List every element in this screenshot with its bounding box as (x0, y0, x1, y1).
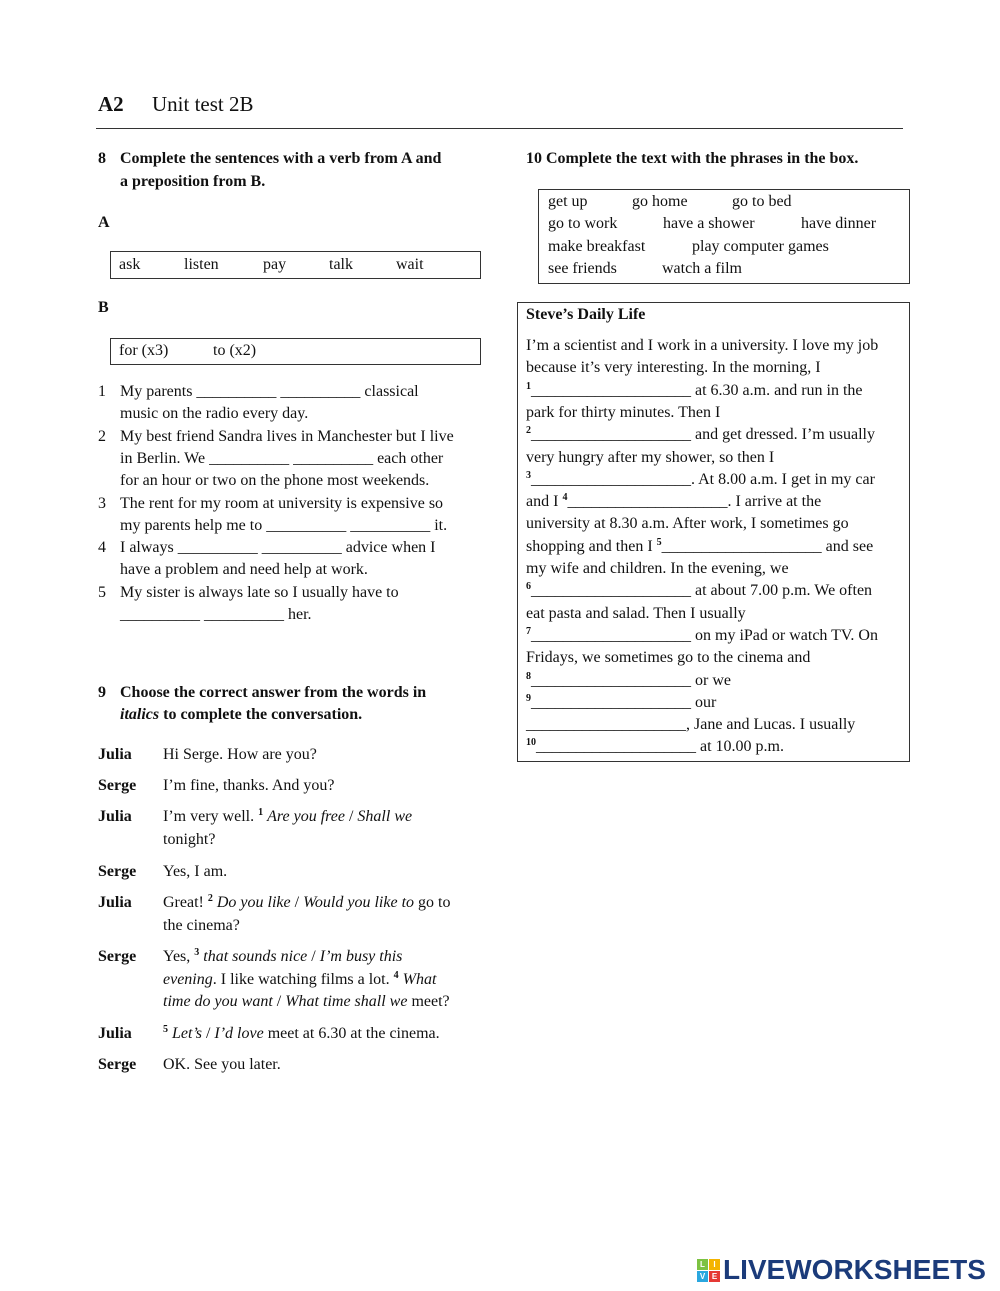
phrase-option: get up (548, 193, 588, 210)
answer-option: Are you free (267, 808, 345, 825)
preposition-box-b (110, 338, 481, 365)
item-number: 5 (656, 536, 662, 548)
level-label: A2 (98, 92, 124, 116)
logo-tiles-icon (697, 1259, 720, 1282)
ex9-number: 9 (98, 684, 106, 701)
story-line (526, 694, 716, 712)
box-a-label: A (98, 214, 110, 231)
text-segment: ____________________ on my iPad or watch TV. On (531, 626, 878, 644)
story-title: Steve’s Daily Life (526, 306, 646, 323)
answer-option: Do you like (216, 894, 291, 911)
item-number: 10 (526, 737, 536, 749)
phrase-option: watch a film (662, 259, 742, 277)
dialogue-line (163, 1056, 281, 1074)
sentence-line: for an hour or two on the phone most weekends. (120, 472, 430, 490)
text-segment: / (344, 808, 358, 825)
item-number: 1 (526, 380, 531, 392)
item-number: 3 (194, 947, 200, 958)
text-segment: university at 8.30 a.m. After work, I sometimes go (526, 515, 849, 533)
text-segment: very hungry after my shower, so then I (526, 448, 775, 466)
text-segment: / (290, 894, 304, 911)
verb-word: talk (329, 256, 353, 273)
story-line (526, 538, 873, 556)
sentence-line: My sister is always late so I usually have to (120, 583, 399, 601)
story-line (526, 716, 855, 734)
item-number: 4 (393, 969, 399, 981)
text-segment: / (272, 993, 286, 1010)
logo-tile: L (697, 1259, 708, 1270)
ex8-number: 8 (98, 150, 106, 167)
italics-word: italics (120, 706, 160, 723)
dialogue-line (163, 917, 240, 935)
text-segment: ____________________. At 8.00 a.m. I get in my car (531, 470, 875, 488)
preposition-word: to (x2) (213, 342, 257, 359)
sentence-line: I always __________ __________ advice when I (120, 539, 436, 557)
story-line (526, 449, 774, 467)
box-b-label: B (98, 299, 109, 316)
page-title: Unit test 2B (152, 92, 254, 116)
ex9-instruction: Choose the correct answer from the words in (120, 684, 427, 701)
story-line (526, 605, 746, 623)
story-line (526, 471, 875, 489)
sentence-line: My parents __________ __________ classical (120, 383, 419, 400)
item-number: 5 (163, 1024, 168, 1035)
speaker-name: Serge (98, 948, 137, 965)
story-line (526, 404, 720, 422)
dialogue-line (163, 993, 450, 1011)
logo-tile: E (709, 1271, 720, 1282)
text-segment: / (201, 1025, 215, 1042)
ex10-number: 10 (526, 150, 542, 167)
text-segment: ____________________, Jane and Lucas. I usually (526, 716, 856, 734)
dialogue-line (163, 971, 436, 989)
verb-word: pay (263, 256, 287, 273)
item-number: 7 (526, 625, 531, 637)
verb-word: wait (396, 256, 424, 273)
text-segment: / (307, 948, 320, 965)
sentence-line: in Berlin. We __________ __________ each other (120, 449, 444, 467)
preposition-word: for (x3) (119, 342, 169, 359)
dialogue-line (163, 894, 450, 912)
speaker-name: Serge (98, 777, 137, 794)
ex10-instruction-text: Complete the text with the phrases in the box. (546, 150, 859, 167)
speaker-name: Julia (98, 894, 132, 911)
verb-word: listen (184, 256, 219, 273)
ex8-instruction-cont: a preposition from B. (120, 173, 266, 190)
text-segment: ____________________ at about 7.00 p.m. We often (531, 582, 873, 600)
text-segment: Fridays, we sometimes go to the cinema and (526, 649, 811, 667)
phrase-option: play computer games (692, 237, 829, 255)
answer-option: Shall we (357, 808, 413, 825)
text-segment: meet? (407, 993, 450, 1010)
speaker-name: Julia (98, 1025, 132, 1042)
text-segment: and I (526, 493, 563, 511)
ex10-instruction (526, 150, 858, 168)
text-segment: the cinema? (163, 916, 240, 934)
story-line (526, 582, 872, 600)
phrase-box (538, 189, 910, 284)
answer-option: I’d love (214, 1025, 264, 1042)
story-line (526, 382, 863, 400)
text-segment: Yes, I am. (163, 863, 228, 880)
text-segment: because it’s very interesting. In the morning, I (526, 359, 821, 377)
dialogue-line (163, 777, 335, 795)
story-line (526, 560, 789, 578)
phrase-option: make breakfast (548, 237, 646, 255)
speaker-name: Julia (98, 808, 132, 825)
phrase-option: go to work (548, 215, 618, 233)
story-line (526, 337, 878, 355)
text-segment: go to (414, 894, 451, 911)
phrase-option: have a shower (663, 215, 755, 233)
story-line (526, 515, 849, 533)
sentence-line: music on the radio every day. (120, 405, 309, 423)
text-segment: I’m a scientist and I work in a university. I love my job (526, 337, 879, 354)
item-number: 1 (258, 807, 264, 818)
logo-tile: V (697, 1271, 708, 1282)
phrase-option: go home (632, 193, 688, 210)
text-segment: Yes, (163, 948, 195, 965)
sentence-line: have a problem and need help at work. (120, 561, 368, 579)
story-line (526, 426, 875, 444)
item-number: 9 (526, 692, 531, 704)
dialogue-line (163, 1025, 440, 1043)
item-number: 4 (562, 492, 568, 504)
text-segment: tonight? (163, 830, 216, 848)
sentence-number: 3 (98, 494, 106, 512)
text-segment: OK. See you later. (163, 1056, 281, 1073)
logo-tile: I (709, 1259, 720, 1270)
story-line (526, 672, 731, 690)
sentence-line: The rent for my room at university is expensive so (120, 494, 444, 512)
text-segment: park for thirty minutes. Then I (526, 403, 721, 421)
liveworksheets-logo (697, 1254, 986, 1286)
text-segment: ____________________ our (531, 693, 717, 711)
phrase-option: have dinner (801, 215, 877, 233)
sentence-line: __________ __________ her. (120, 606, 312, 623)
ex8-instruction: Complete the sentences with a verb from A and (120, 150, 442, 167)
story-line (526, 359, 821, 377)
item-number: 3 (526, 469, 531, 481)
text-segment: ____________________ at 6.30 a.m. and run in the (531, 381, 863, 399)
answer-option: I’m busy this (319, 948, 403, 965)
phrase-option: go to bed (732, 193, 792, 210)
sentence-number: 5 (98, 583, 106, 601)
answer-option: that sounds nice (203, 948, 308, 965)
story-line (526, 493, 821, 511)
answer-option: Let’s (172, 1025, 202, 1042)
text-segment: Great! (163, 894, 208, 911)
item-number: 2 (526, 425, 531, 437)
text-segment: ____________________ and see (661, 537, 874, 555)
logo-text: LIVEWORKSHEETS (723, 1254, 986, 1285)
story-line (526, 649, 810, 667)
verb-box-a (110, 251, 481, 279)
answer-option: Would you like to (303, 894, 415, 911)
story-line (526, 627, 878, 645)
answer-option: evening (163, 970, 213, 988)
sentence-number: 4 (98, 539, 106, 557)
text-segment: ____________________ at 10.00 p.m. (536, 738, 784, 756)
dialogue-line (163, 863, 227, 881)
item-number: 8 (526, 670, 531, 682)
dialogue-line (163, 831, 215, 849)
text-segment: ____________________ or we (531, 671, 731, 689)
answer-option: time do you want (163, 993, 273, 1010)
text-segment: shopping and then I (526, 537, 657, 555)
text-segment: Hi Serge. How are you? (163, 746, 317, 763)
text-segment: I’m fine, thanks. And you? (163, 777, 335, 794)
sentence-number: 2 (98, 427, 106, 445)
text-segment: eat pasta and salad. Then I usually (526, 604, 746, 622)
sentence-number: 1 (98, 383, 106, 400)
answer-option: What time shall we (285, 993, 408, 1010)
sentence-line: My best friend Sandra lives in Manchester but I live (120, 427, 454, 445)
sentence-line: my parents help me to __________ __________ it. (120, 516, 448, 534)
story-box (517, 302, 910, 762)
header-divider (96, 128, 903, 129)
text-segment: . I like watching films a lot. (212, 970, 394, 988)
speaker-name: Serge (98, 1056, 137, 1073)
answer-option: What (402, 970, 437, 988)
ex9-instruction-cont (120, 706, 362, 724)
verb-word: ask (119, 256, 141, 273)
text-segment: my wife and children. In the evening, we (526, 560, 789, 577)
story-line (526, 738, 784, 756)
speaker-name: Serge (98, 863, 137, 880)
dialogue-line (163, 746, 317, 764)
text-segment: meet at 6.30 at the cinema. (263, 1025, 440, 1042)
text-segment: ____________________ and get dressed. I’m usually (531, 426, 875, 444)
dialogue-line (163, 948, 402, 966)
item-number: 2 (207, 893, 213, 904)
speaker-name: Julia (98, 746, 132, 763)
item-number: 6 (526, 581, 531, 593)
text-segment: ____________________. I arrive at the (567, 493, 822, 511)
text-segment: I’m very well. (163, 808, 259, 825)
phrase-option: see friends (548, 259, 617, 277)
dialogue-line (163, 808, 412, 826)
instruction-rest: to complete the conversation. (159, 706, 363, 723)
